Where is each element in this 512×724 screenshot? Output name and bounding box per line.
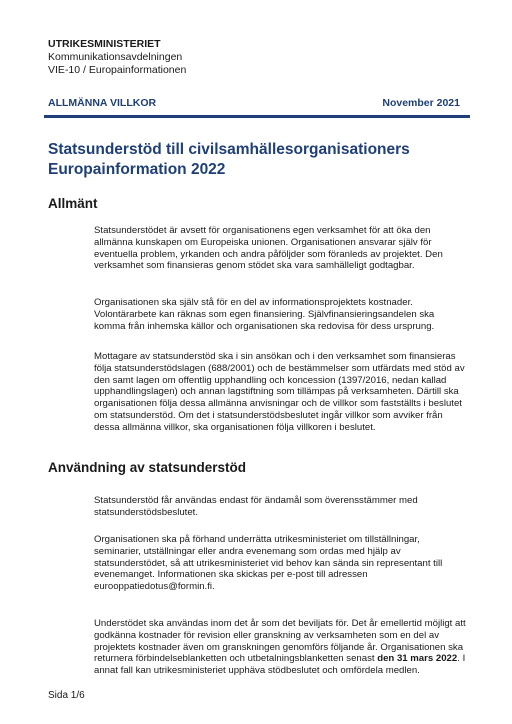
department-name: Kommunikationsavdelningen [48, 51, 183, 63]
document-date: November 2021 [382, 97, 460, 109]
paragraph: Organisationen ska på förhand underrätta utrikesministeriet om tillställningar, seminarier, utställningar eller andra evenemang som ordas med hjälp av statsunderstödet, så att utrikesministeriet vid behov kan sända sin representant till evenemanget. Informationen ska skickas per e-post till adressen eurooppatiedotus@formin.fi. [94, 534, 443, 593]
title-line-2: Europainformation 2022 [48, 161, 226, 178]
title-line-1: Statsunderstöd till civilsamhällesorganisationers [48, 141, 410, 158]
header-divider [44, 115, 470, 118]
paragraph-text: Understödet ska användas inom det år som det beviljats för. Det år emellertid möjligt att godkänna kostnader för revision eller granskning av verksamheten som en del av projektets kostnader även om granskningen genomförs följande år. Organisationen ska returnera förbindelseblanketten och utbetalningsblanketten senast [94, 618, 466, 665]
paragraph: Statsunderstöd får användas endast för ändamål som överensstämmer med statsunderstödsbeslutet. [94, 495, 418, 518]
ministry-name: UTRIKESMINISTERIET [48, 38, 161, 50]
document-type: ALLMÄNNA VILLKOR [48, 97, 157, 109]
organization-block [48, 38, 186, 77]
paragraph: Organisationen ska själv stå för en del av informationsprojektets kostnader. Volontärarbete kan räknas som egen finansiering. Självfinansieringsandelen ska komma från inhemska källor och organisationen ska redovisa för dess ursprung. [94, 297, 435, 332]
paragraph: Statsunderstödet är avsett för organisationens egen verksamhet för att öka den allmänna kunskapen om Europeiska unionen. Organisationen ansvarar själv för eventuella problem, yrkanden och andra påföljder som föranleds av projektet. Den verksamhet som finansieras genom stödet ska vara samhälleligt godtagbar. [94, 225, 443, 272]
page-number: Sida 1/6 [48, 690, 85, 701]
section-heading-usage: Användning av statsunderstöd [48, 460, 247, 475]
deadline-date: den 31 mars 2022 [377, 653, 458, 665]
paragraph: Mottagare av statsunderstöd ska i sin ansökan och i den verksamhet som finansieras följa statsunderstödslagen (688/2001) och de bestämmelser som utfärdats med stöd av den samt lagen om offentlig upphandling och koncession (1397/2016, nedan kallad upphandlingslagen) och annan lagstiftning som tillämpas på verksamheten. Därtill ska organisationen följa dessa allmänna anvisningar och de villkor som fastställts i beslutet om statsunderstöd. Om det i statsunderstödsbeslutet ingår villkor som avviker från dessa allmänna villkor, ska organisationen följa villkoren i beslutet. [94, 351, 465, 433]
section-heading-general: Allmänt [48, 196, 98, 211]
paragraph [94, 618, 466, 677]
unit-name: VIE-10 / Europainformationen [48, 64, 187, 76]
paragraph-text: . I annat fall kan utrikesministeriet upphäva stödbeslutet och omfördela medlen. [94, 653, 466, 677]
document-title [48, 140, 468, 180]
document-meta-row [48, 97, 460, 109]
